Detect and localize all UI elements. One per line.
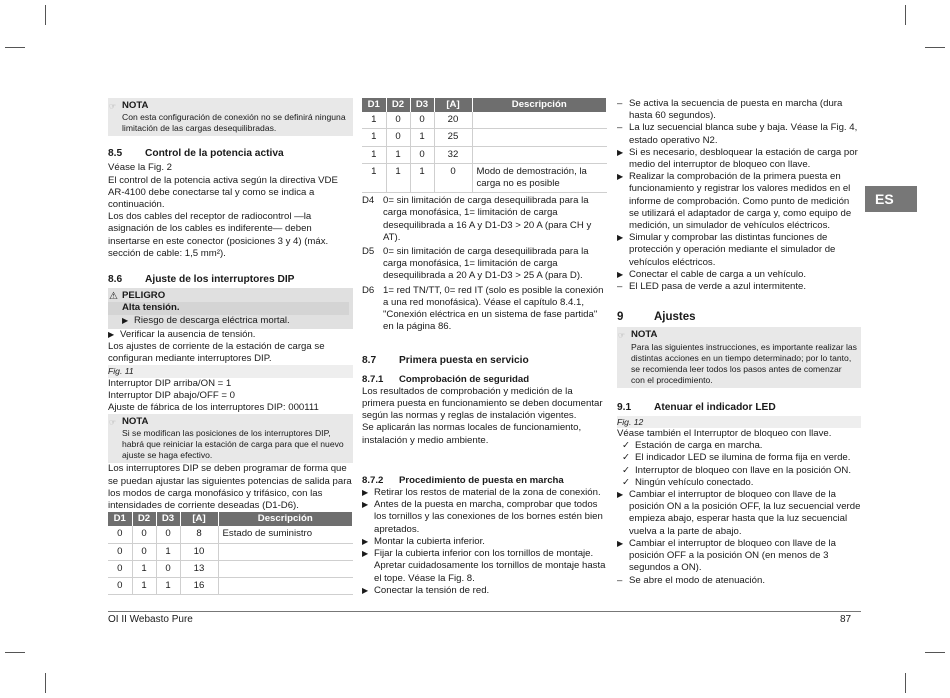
check-icon: ✓ [622, 476, 631, 488]
table-header: Descripción [218, 512, 353, 526]
table-cell: 0 [156, 560, 180, 577]
table-cell: 1 [132, 560, 156, 577]
dip-line: Interruptor DIP arriba/ON = 1 [108, 377, 232, 389]
dip-table [362, 98, 607, 193]
figure-ref: Fig. 12 [617, 416, 861, 428]
table-cell: 25 [434, 129, 472, 146]
table-header: D1 [362, 98, 386, 112]
table-row [362, 163, 607, 192]
check-item: ✓ Interruptor de bloqueo con llave en la posición ON. [622, 464, 851, 476]
check-item: ✓ El indicador LED se ilumina de forma fija en verde. [622, 452, 851, 464]
table-cell: 0 [108, 543, 132, 560]
table-cell: 1 [362, 163, 386, 192]
step-item: ▶ Conectar la tensión de red. [362, 584, 490, 596]
result-item: – Se activa la secuencia de puesta en marcha (dura hasta 60 segundos). [617, 98, 843, 122]
table-cell: 32 [434, 146, 472, 163]
language-tab: ES [865, 186, 917, 212]
table-cell: 1 [410, 129, 434, 146]
table-cell: 0 [132, 543, 156, 560]
section-heading [617, 311, 861, 323]
table-cell [218, 543, 353, 560]
table-cell: 8 [180, 526, 218, 543]
section-title: Control de la potencia activa [145, 148, 284, 160]
crop-mark [5, 652, 25, 653]
crop-mark [5, 47, 25, 48]
arrow-icon: ▶ [617, 490, 624, 500]
arrow-icon: ▶ [122, 315, 129, 325]
crop-mark [925, 652, 945, 653]
note-box [617, 327, 861, 387]
note-title: NOTA [631, 329, 658, 341]
arrow-icon: ▶ [617, 538, 624, 548]
table-cell: 0 [386, 129, 410, 146]
table-cell: 16 [180, 578, 218, 595]
section-number: 8.7.2 [362, 474, 384, 486]
table-cell: 0 [156, 526, 180, 543]
check-icon: ✓ [622, 464, 631, 476]
table-header-row [108, 512, 353, 526]
table-cell: 1 [386, 163, 410, 192]
table-cell: 1 [362, 146, 386, 163]
step-item: ▶ Cambiar el interruptor de bloqueo con llave de la posición ON a la posición OFF, la luz secuencial verde empieza abajo, esperar hasta que la luz secuencial vuelva a la parte de abajo. [617, 489, 861, 537]
check-item: ✓ Estación de carga en marcha. [622, 440, 763, 452]
table-cell: 1 [386, 146, 410, 163]
table-row [108, 543, 353, 560]
arrow-icon: ▶ [617, 147, 624, 157]
crop-mark [45, 5, 46, 25]
arrow-icon: ▶ [362, 536, 369, 546]
check-icon: ✓ [622, 452, 631, 464]
note-text: Para las siguientes instrucciones, es importante realizar las distintas acciones en un tiempo determinado; por lo tanto, se recomienda leer todos los pasos antes de comenzar con el procedimiento. [631, 341, 857, 385]
table-cell: 0 [132, 526, 156, 543]
table-cell: Modo de demostración, la carga no es posible [472, 163, 607, 192]
warning-icon: ⚠ [109, 291, 118, 303]
table-cell: 1 [156, 543, 180, 560]
arrow-icon: ▶ [362, 549, 369, 559]
table-cell: 0 [410, 146, 434, 163]
figure-ref: Fig. 11 [108, 365, 353, 377]
table-cell: 20 [434, 112, 472, 129]
danger-item: ▶ Riesgo de descarga eléctrica mortal. [122, 314, 290, 326]
section-title: Ajustes [654, 311, 696, 324]
table-cell [218, 578, 353, 595]
step-item: ▶ Realizar la comprobación de la primera puesta en funcionamiento y registrar los valores medidos en el informe de comprobación. Como punto de medición se utilizará el adaptador de carga y, como equipo de medición, un simulador de vehículos eléctricos. [617, 171, 852, 232]
section-number: 8.6 [108, 274, 123, 286]
table-row [362, 129, 607, 146]
crop-mark [905, 673, 906, 693]
table-cell: 0 [108, 578, 132, 595]
paragraph: El control de la potencia activa según la directiva VDE AR-4100 debe conectarse tal y como se indica a continuación. [108, 174, 338, 211]
column-left [108, 98, 353, 595]
table-cell [472, 146, 607, 163]
arrow-icon: ▶ [617, 269, 624, 279]
table-row [362, 112, 607, 129]
danger-title: PELIGRO [122, 290, 166, 302]
dip-line: Interruptor DIP abajo/OFF = 0 [108, 389, 235, 401]
section-title: Comprobación de seguridad [399, 373, 530, 385]
column-right [617, 98, 861, 587]
section-heading [617, 402, 861, 414]
table-cell [472, 129, 607, 146]
section-heading [108, 148, 353, 160]
section-number: 9.1 [617, 401, 632, 413]
subsection-heading [362, 475, 607, 487]
footer-title: OI II Webasto Pure [108, 614, 193, 625]
table-row [362, 146, 607, 163]
note-text: Si se modifican las posiciones de los interruptores DIP, habrá que reiniciar la estación de carga para que el nuevo ajuste se haga efectivo. [122, 428, 344, 461]
dip-line: Ajuste de fábrica de los interruptores DIP: 000111 [108, 402, 319, 414]
arrow-icon: ▶ [617, 233, 624, 243]
paragraph: Los interruptores DIP se deben programar de forma que se puedan ajustar las siguientes potencias de salida para los modos de carga monofásico y trifásico, con las intensidades de corriente deseadas (D1-D6). [108, 463, 352, 512]
result-item: – Se abre el modo de atenuación. [617, 574, 766, 586]
section-heading [362, 355, 607, 367]
table-cell: 10 [180, 543, 218, 560]
definition-key: D5 [362, 246, 375, 258]
step-item: ▶ Conectar el cable de carga a un vehículo. [617, 268, 807, 280]
definition-value: 1= red TN/TT, 0= red IT (solo es posible la conexión a una red monofásica). Véase el capítulo 8.4.1, "Conexión eléctrica en un sistema de fase partida" en la página 86. [383, 284, 604, 333]
table-cell: 0 [434, 163, 472, 192]
crop-mark [925, 47, 945, 48]
arrow-icon: ▶ [617, 172, 624, 182]
table-cell [218, 560, 353, 577]
table-row [108, 578, 353, 595]
crop-mark [905, 5, 906, 25]
step-item: ▶ Cambiar el interruptor de bloqueo con llave de la posición OFF a la posición ON (en menos de 3 segundos a ON). [617, 537, 836, 574]
result-item: – El LED pasa de verde a azul intermitente. [617, 281, 807, 293]
table-cell: 1 [410, 163, 434, 192]
definition-list [362, 195, 607, 333]
step-item: ▶ Montar la cubierta inferior. [362, 535, 485, 547]
table-cell: 0 [386, 112, 410, 129]
definition-row [362, 246, 607, 283]
paragraph: Los resultados de comprobación y medición de la primera puesta en funcionamiento se deben documentar según las normas y reglas de instalación vigentes. [362, 385, 603, 422]
section-number: 8.7 [362, 355, 377, 367]
table-row [108, 526, 353, 543]
section-title: Ajuste de los interruptores DIP [145, 274, 295, 286]
table-header: D2 [386, 98, 410, 112]
paragraph: Los ajustes de corriente de la estación de carga se configuran mediante interruptores DIP. [108, 341, 325, 365]
paragraph: Se aplicarán las normas locales de funcionamiento, instalación y medio ambiente. [362, 422, 582, 446]
note-icon: ☞ [109, 102, 117, 111]
table-cell: Estado de suministro [218, 526, 353, 543]
note-box [108, 98, 353, 136]
note-icon: ☞ [109, 418, 117, 428]
table-cell: 0 [108, 560, 132, 577]
table-cell: 1 [132, 578, 156, 595]
definition-row [362, 195, 607, 244]
paragraph: Véase la Fig. 2 [108, 162, 172, 174]
arrow-icon: ▶ [362, 585, 369, 595]
step-item: ▶ Retirar los restos de material de la zona de conexión. [362, 487, 601, 499]
paragraph: Véase también el Interruptor de bloqueo con llave. [617, 428, 832, 440]
dip-table [108, 512, 353, 595]
definition-value: 0= sin limitación de carga desequilibrada para la carga monofásica, 1= limitación de carga desequilibrada a 16 A y D1-D3 > 20 A (para CH y AT). [383, 195, 592, 243]
section-number: 9 [617, 311, 624, 324]
step-item: ▶ Verificar la ausencia de tensión. [108, 328, 256, 340]
table-header: [A] [180, 512, 218, 526]
table-header: [A] [434, 98, 472, 112]
note-icon: ☞ [618, 331, 626, 341]
page-number: 87 [840, 614, 852, 625]
danger-subtitle: Alta tensión. [108, 302, 349, 314]
table-header: D1 [108, 512, 132, 526]
table-header: D2 [132, 512, 156, 526]
arrow-icon: ▶ [108, 329, 115, 339]
section-title: Primera puesta en servicio [399, 355, 529, 367]
check-icon: ✓ [622, 440, 631, 452]
table-cell: 1 [362, 112, 386, 129]
check-item: ✓ Ningún vehículo conectado. [622, 476, 754, 488]
section-title: Procedimiento de puesta en marcha [399, 474, 564, 486]
section-title: Atenuar el indicador LED [654, 401, 776, 413]
table-header: D3 [410, 98, 434, 112]
definition-row [362, 285, 607, 334]
section-number: 8.5 [108, 148, 123, 160]
column-middle [362, 98, 607, 597]
arrow-icon: ▶ [362, 488, 369, 498]
note-text: Con esta configuración de conexión no se definirá ninguna limitación de las cargas desequilibradas. [122, 112, 346, 134]
table-cell [472, 112, 607, 129]
subsection-heading [362, 374, 607, 386]
table-header: Descripción [472, 98, 607, 112]
table-cell: 13 [180, 560, 218, 577]
table-row [108, 560, 353, 577]
note-box [108, 414, 353, 463]
definition-value: 0= sin limitación de carga desequilibrada para la carga monofásica, 1= limitación de carga desequilibrada a 20 A y D1-D3 > 25 A (para D). [383, 246, 589, 282]
arrow-icon: ▶ [362, 500, 369, 510]
table-header-row [362, 98, 607, 112]
table-header: D3 [156, 512, 180, 526]
step-item: ▶ Fijar la cubierta inferior con los tornillos de montaje. Apretar cuidadosamente los tornillos de montaje hasta el tope. Véase la Fig. 8. [362, 548, 606, 584]
definition-key: D6 [362, 284, 375, 296]
table-cell: 0 [410, 112, 434, 129]
note-title: NOTA [122, 416, 149, 428]
paragraph: Los dos cables del receptor de radiocontrol —la asignación de los cables es indiferente— deben insertarse en este conector (posiciones 3 y 4) (máx. sección de cable: 1,5 mm²). [108, 211, 329, 259]
step-item: ▶ Simular y comprobar las distintas funciones de protección y operación mediante el simulador de vehículos eléctricos. [617, 232, 836, 268]
step-item: ▶ Antes de la puesta en marcha, comprobar que todos los tornillos y las conexiones de los bornes estén bien apretados. [362, 499, 603, 535]
danger-box [108, 288, 353, 329]
definition-key: D4 [362, 195, 375, 207]
table-cell: 1 [156, 578, 180, 595]
crop-mark [45, 673, 46, 693]
section-heading [108, 274, 353, 286]
table-cell: 1 [362, 129, 386, 146]
step-item: ▶ Si es necesario, desbloquear la estación de carga por medio del interruptor de bloqueo con llave. [617, 146, 858, 171]
section-number: 8.7.1 [362, 373, 384, 385]
footer-divider [108, 611, 861, 612]
note-title: NOTA [122, 100, 149, 111]
result-item: – La luz secuencial blanca sube y baja. Véase la Fig. 4, estado operativo N2. [617, 122, 858, 146]
table-cell: 0 [108, 526, 132, 543]
